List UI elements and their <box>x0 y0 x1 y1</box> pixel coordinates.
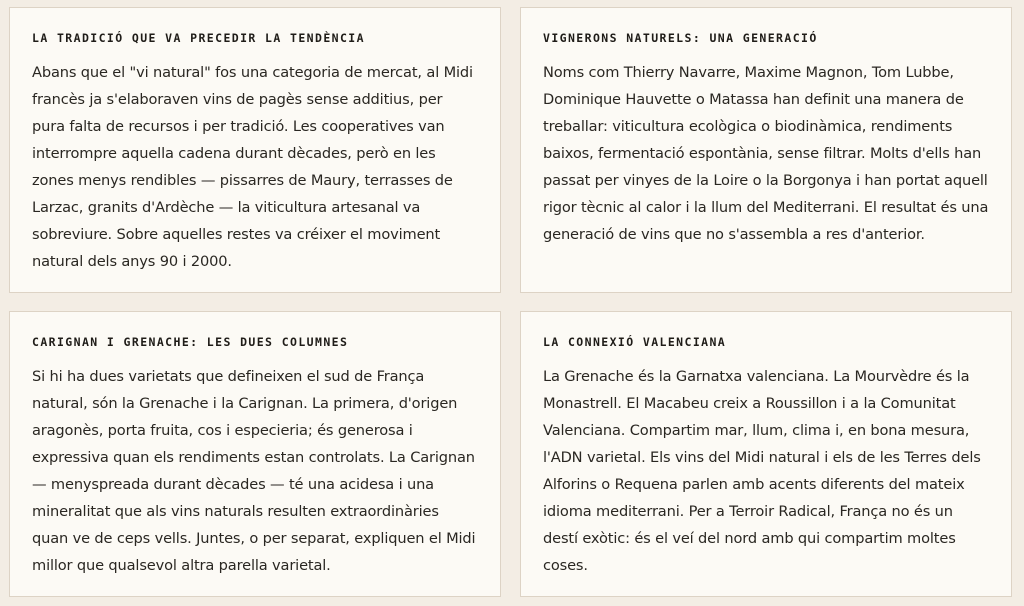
card-body: Noms com Thierry Navarre, Maxime Magnon, Tom Lubbe, Dominique Hauvette o Matassa han definit una manera de treballar: viticultura ecològica o biodinàmica, rendiments baixos, fermentació espontània, sense filtrar. Molts d'ells han passat per vinyes de la Loire o la Borgonya i han portat aquell rigor tècnic al calor i la llum del Mediterrani. El resultat és una generació de vins que no s'assembla a res d'anterior. <box>543 64 989 243</box>
card-body: Si hi ha dues varietats que defineixen el sud de França natural, són la Grenache i la Carignan. La primera, d'origen aragonès, porta fruita, cos i especieria; és generosa i expressiva quan els rendiments estan controlats. La Carignan — menyspreada durant dècades — té una acidesa i una mineralitat que als vins naturals resulten extraordinàries quan ve de ceps vells. Juntes, o per separat, expliquen el Midi millor que qualsevol altra parella varietal. <box>32 368 476 574</box>
card-body: Abans que el "vi natural" fos una categoria de mercat, al Midi francès ja s'elaboraven vins de pagès sense additius, per pura falta de recursos i per tradició. Les cooperatives van interrompre aquella cadena durant dècades, però en les zones menys rendibles — pissarres de Maury, terrasses de Larzac, granits d'Ardèche — la viticultura artesanal va sobreviure. Sobre aquelles restes va créixer el moviment natural dels anys 90 i 2000. <box>32 64 473 270</box>
card-title: VIGNERONS NATURELS: UNA GENERACIÓ <box>543 31 818 45</box>
card-title: CARIGNAN I GRENACHE: LES DUES COLUMNES <box>32 335 349 349</box>
card-title: LA TRADICIÓ QUE VA PRECEDIR LA TENDÈNCIA <box>32 31 365 45</box>
card-vignerons <box>520 7 1012 293</box>
card-valencian-connection <box>520 311 1012 597</box>
card-tradition <box>9 7 501 293</box>
card-title: LA CONNEXIÓ VALENCIANA <box>543 335 727 349</box>
card-body: La Grenache és la Garnatxa valenciana. La Mourvèdre és la Monastrell. El Macabeu creix a Roussillon i a la Comunitat Valenciana. Compartim mar, llum, clima i, en bona mesura, l'ADN varietal. Els vins del Midi natural i els de les Terres dels Alforins o Requena parlen amb acents diferents del mateix idioma mediterrani. Per a Terroir Radical, França no és un destí exòtic: és el veí del nord amb qui compartim moltes coses. <box>543 368 981 574</box>
article-grid <box>9 7 1012 597</box>
card-varieties <box>9 311 501 597</box>
